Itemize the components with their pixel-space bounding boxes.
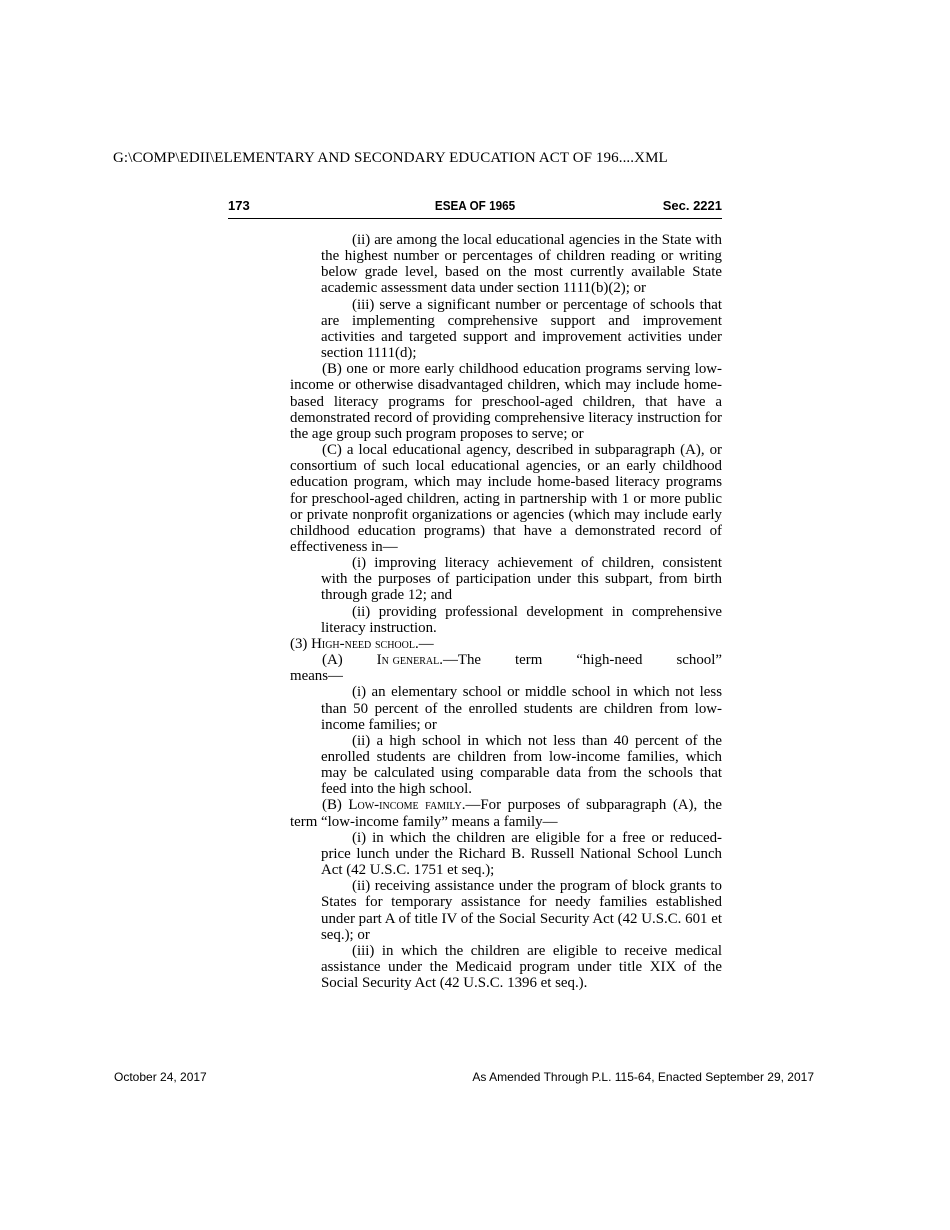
subparagraph-a-quote: “high-need	[576, 652, 643, 669]
subparagraph-a-number: (A)	[322, 652, 343, 669]
clause-iii-significant-schools: (iii) serve a significant number or percentage of schools that are implementing comprehensive support and improvement activities and targeted support and improvement activities under section 1111(d);	[321, 296, 722, 362]
clause-iii-medicaid: (iii) in which the children are eligible to receive medical assistance under the Medicaid program under title XIX of the Social Security Act (42 U.S.C. 1396 et seq.).	[321, 942, 722, 992]
subparagraph-a-school: school”	[676, 652, 722, 669]
paragraph-3-heading	[290, 636, 722, 652]
running-header	[228, 198, 722, 219]
statute-body	[290, 232, 722, 991]
subparagraph-b-number: (B)	[322, 797, 342, 814]
clause-ii-block-grants: (ii) receiving assistance under the program of block grants to States for temporary assistance for needy families established under part A of title IV of the Social Security Act (42 U.S.C. 601 et seq.); or	[321, 878, 722, 943]
paragraph-3-number: (3)	[290, 635, 308, 652]
clause-ii-local-agencies: (ii) are among the local educational agencies in the State with the highest number or percentages of children reading or writing below grade level, based on the most currently available State academic assessment data under section 1111(b)(2); or	[321, 232, 722, 297]
paragraph-3-title: High-need school.	[311, 635, 419, 652]
subparagraph-b-title: Low-income family.	[348, 797, 466, 814]
subparagraph-c-partnership: (C) a local educational agency, described in subparagraph (A), or consortium of such local educational agencies, or an early childhood education program, which may include home-based literacy programs for preschool-aged children, acting in partnership with 1 or more public or private nonprofit organizations or agencies (which may include early childhood education programs) that have a demonstrated record of effectiveness in—	[290, 442, 722, 555]
document-title: ESEA OF 1965	[434, 198, 516, 213]
subparagraph-a-dash: .—The	[439, 652, 482, 669]
subparagraph-b-low-income-family	[290, 797, 722, 829]
clause-i-literacy-achievement: (i) improving literacy achievement of children, consistent with the purposes of participation under this subpart, from birth through grade 12; and	[321, 555, 722, 604]
subparagraph-a-general: general	[392, 652, 440, 669]
clause-i-school-lunch: (i) in which the children are eligible for a free or reduced-price lunch under the Richard B. Russell National School Lunch Act (42 U.S.C. 1751 et seq.);	[321, 829, 722, 879]
file-path: G:\COMP\EDII\ELEMENTARY AND SECONDARY EDUCATION ACT OF 196....XML	[113, 150, 668, 166]
section-number: Sec. 2221	[662, 198, 722, 213]
subparagraph-b-early-childhood: (B) one or more early childhood education programs serving low-income or otherwise disadvantaged children, which may include home-based literacy programs for preschool-aged children, that have a demonstrated record of providing comprehensive literacy instruction for the age group such program proposes to serve; or	[290, 361, 722, 442]
subparagraph-b-text: —For purposes of subparagraph (A), the term “low-income family” means a family—	[290, 797, 722, 830]
footer-date: October 24, 2017	[114, 1070, 207, 1084]
paragraph-3-dash: —	[418, 635, 434, 652]
subparagraph-a-in-general	[290, 652, 722, 668]
subparagraph-a-means: means—	[290, 668, 343, 685]
page-number: 173	[228, 198, 250, 213]
subparagraph-a-in: In	[376, 652, 389, 669]
clause-ii-professional-development: (ii) providing professional development in comprehensive literacy instruction.	[321, 603, 722, 636]
clause-i-elementary-school: (i) an elementary school or middle school in which not less than 50 percent of the enrolled students are children from low-income families; or	[321, 684, 722, 733]
subparagraph-a-term: term	[515, 652, 543, 669]
clause-ii-high-school: (ii) a high school in which not less than 40 percent of the enrolled students are children from low-income families, which may be calculated using comparable data from the schools that feed into the high school.	[321, 732, 722, 798]
footer-amendment-note: As Amended Through P.L. 115-64, Enacted September 29, 2017	[472, 1070, 814, 1084]
